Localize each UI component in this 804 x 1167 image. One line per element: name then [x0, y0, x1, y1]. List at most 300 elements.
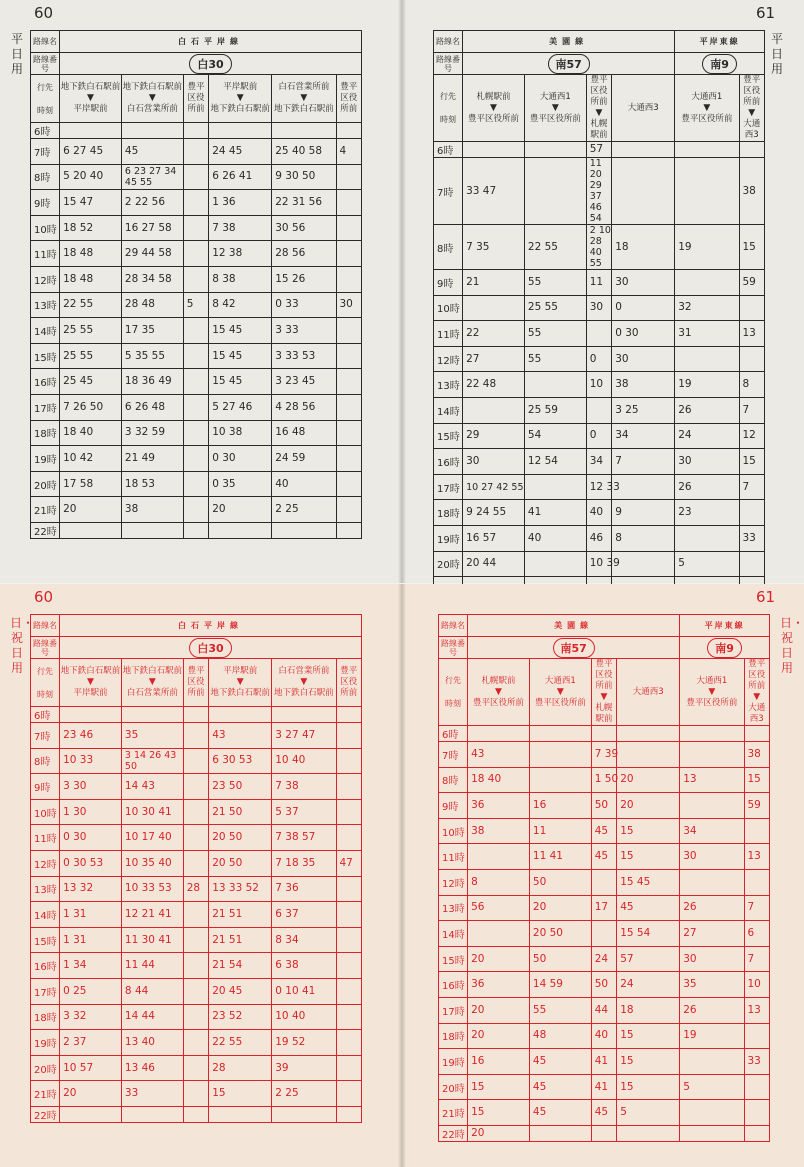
departure-times: 41 — [591, 1049, 616, 1075]
direction-header — [60, 659, 122, 707]
departure-times — [183, 497, 208, 523]
departure-times: 10 39 — [586, 551, 611, 577]
direction-from: 大通西1 — [539, 91, 571, 102]
hour-cell: 7時 — [31, 723, 60, 749]
direction-from: 白石営業所前 — [278, 82, 330, 92]
departure-times: 18 40 — [468, 767, 530, 793]
departure-times: 7 18 35 — [272, 850, 336, 876]
hour-cell: 14時 — [439, 921, 468, 947]
departure-times: 33 — [121, 1081, 183, 1107]
departure-times — [675, 270, 739, 296]
hour-row — [434, 500, 765, 526]
direction-header — [524, 75, 586, 142]
departure-times — [675, 158, 739, 225]
departure-times: 50 — [591, 793, 616, 819]
hour-cell: 8時 — [439, 767, 468, 793]
hour-row — [439, 1074, 770, 1100]
departure-times — [183, 902, 208, 928]
arrow-down-icon: ▼ — [490, 102, 497, 113]
departure-times — [60, 522, 122, 538]
departure-times: 30 — [675, 449, 739, 475]
departure-times: 17 35 — [121, 318, 183, 344]
hour-cell: 9時 — [31, 774, 60, 800]
departure-times — [744, 818, 770, 844]
departure-times: 2 22 56 — [121, 190, 183, 216]
departure-times: 11 — [586, 270, 611, 296]
page-number: 60 — [34, 4, 54, 22]
departure-times: 33 — [744, 1049, 770, 1075]
departure-times — [617, 742, 680, 768]
departure-times: 45 — [529, 1074, 591, 1100]
departure-times: 34 — [680, 818, 744, 844]
departure-times: 15 — [468, 1100, 530, 1126]
departure-times — [617, 726, 680, 742]
hour-row — [439, 946, 770, 972]
hour-row — [439, 1049, 770, 1075]
departure-times: 13 — [744, 997, 770, 1023]
hour-row — [439, 767, 770, 793]
direction-from: 大通西1 — [691, 91, 723, 102]
departure-times — [336, 123, 362, 139]
hour-cell: 15時 — [31, 927, 60, 953]
direction-to: 豊平区役所前 — [686, 697, 738, 708]
hour-cell: 20時 — [31, 1055, 60, 1081]
hour-row — [31, 471, 362, 497]
departure-times: 50 — [529, 946, 591, 972]
hour-cell: 7時 — [439, 742, 468, 768]
departure-times: 7 — [744, 895, 770, 921]
direction-header — [121, 75, 183, 123]
hour-row — [439, 869, 770, 895]
departure-times — [183, 164, 208, 190]
departure-times: 30 — [680, 844, 744, 870]
departure-times — [183, 123, 208, 139]
direction-header — [272, 659, 336, 707]
departure-times: 3 30 — [60, 774, 122, 800]
hour-row — [31, 1004, 362, 1030]
destination-label — [31, 75, 60, 123]
hour-cell: 13時 — [31, 292, 60, 318]
departure-times: 44 — [591, 997, 616, 1023]
hour-row — [31, 190, 362, 216]
departure-times — [336, 1004, 362, 1030]
departure-times: 15 45 — [209, 318, 272, 344]
hour-row — [31, 707, 362, 723]
departure-times: 34 — [586, 449, 611, 475]
hour-cell: 20時 — [434, 551, 463, 577]
departure-times — [336, 1081, 362, 1107]
hour-row — [31, 123, 362, 139]
route-name-label: 路線名 — [434, 31, 463, 53]
hour-row — [31, 1030, 362, 1056]
departure-times — [183, 723, 208, 749]
arrow-down-icon: ▼ — [300, 677, 308, 687]
direction-to: 地下鉄白石駅前 — [210, 104, 270, 114]
departure-times — [612, 474, 675, 500]
hour-row — [31, 876, 362, 902]
departure-times: 30 — [336, 292, 362, 318]
departure-times: 18 48 — [60, 266, 122, 292]
departure-times — [468, 921, 530, 947]
route-name-label: 路線名 — [31, 615, 60, 637]
direction-to: 地下鉄白石駅前 — [274, 104, 334, 114]
departure-times — [60, 1106, 122, 1122]
departure-times: 13 32 — [60, 876, 122, 902]
direction-to: 札幌駅前 — [590, 119, 608, 140]
departure-times: 16 — [529, 793, 591, 819]
departure-times: 7 26 50 — [60, 394, 122, 420]
departure-times — [183, 266, 208, 292]
departure-times: 9 — [612, 500, 675, 526]
departure-times: 40 — [586, 500, 611, 526]
departure-times — [183, 522, 208, 538]
hour-row — [31, 774, 362, 800]
departure-times: 45 — [591, 1100, 616, 1126]
departure-times: 14 43 — [121, 774, 183, 800]
departure-times: 21 54 — [209, 953, 272, 979]
departure-times: 10 — [744, 972, 770, 998]
hour-cell: 19時 — [439, 1049, 468, 1075]
departure-times: 21 50 — [209, 799, 272, 825]
hour-cell: 15時 — [439, 946, 468, 972]
departure-times: 7 38 57 — [272, 825, 336, 851]
departure-times — [586, 397, 611, 423]
departure-times: 3 32 — [60, 1004, 122, 1030]
hour-cell: 18時 — [434, 500, 463, 526]
route-number: 白30 — [189, 638, 231, 658]
departure-times — [524, 142, 586, 158]
departure-times — [529, 1125, 591, 1141]
departure-times — [336, 343, 362, 369]
arrow-down-icon: ▼ — [703, 102, 711, 113]
departure-times: 25 40 58 — [272, 139, 336, 165]
hour-row — [31, 164, 362, 190]
departure-times — [744, 726, 770, 742]
arrow-down-icon: ▼ — [753, 692, 761, 702]
timetable-shiroishi-hiragishi — [30, 614, 362, 1123]
arrow-down-icon: ▼ — [148, 677, 156, 687]
departure-times: 45 — [591, 818, 616, 844]
hour-cell: 13時 — [439, 895, 468, 921]
direction-header — [463, 75, 525, 142]
direction-header — [468, 659, 530, 726]
hour-cell: 10時 — [31, 799, 60, 825]
direction-to: 豊平区役所前 — [473, 697, 525, 708]
hour-row — [31, 318, 362, 344]
direction-from: 平岸駅前 — [223, 666, 258, 676]
hour-row — [31, 723, 362, 749]
departure-times: 15 26 — [272, 266, 336, 292]
departure-times — [744, 869, 770, 895]
departure-times: 20 — [468, 946, 530, 972]
departure-times: 29 44 58 — [121, 241, 183, 267]
departure-times: 10 27 42 55 — [463, 474, 525, 500]
direction-from: 大通西1 — [696, 675, 728, 686]
departure-times: 11 44 — [121, 953, 183, 979]
departure-times: 35 — [680, 972, 744, 998]
departure-times: 25 55 — [524, 295, 586, 321]
departure-times: 28 48 — [121, 292, 183, 318]
departure-times — [586, 321, 611, 347]
departure-times: 28 34 58 — [121, 266, 183, 292]
departure-times — [524, 551, 586, 577]
departure-times: 3 27 47 — [272, 723, 336, 749]
departure-times — [336, 927, 362, 953]
departure-times: 9 30 50 — [272, 164, 336, 190]
departure-times: 21 — [463, 270, 525, 296]
departure-times: 20 — [468, 997, 530, 1023]
departure-times: 30 — [612, 346, 675, 372]
departure-times — [183, 953, 208, 979]
hour-row — [434, 225, 765, 270]
hour-cell: 16時 — [434, 449, 463, 475]
departure-times — [336, 369, 362, 395]
hour-row — [439, 895, 770, 921]
departure-times: 55 — [529, 997, 591, 1023]
departure-times — [680, 793, 744, 819]
hour-cell: 21時 — [439, 1100, 468, 1126]
direction-to: 豊平区役所前 — [187, 666, 205, 698]
route-number: 南57 — [553, 638, 595, 658]
departure-times: 57 — [617, 946, 680, 972]
departure-times: 8 — [739, 372, 765, 398]
departure-times: 15 54 — [617, 921, 680, 947]
departure-times: 20 44 — [463, 551, 525, 577]
departure-times — [183, 707, 208, 723]
departure-times — [183, 1004, 208, 1030]
departure-times: 36 — [468, 972, 530, 998]
departure-times — [591, 921, 616, 947]
departure-times: 14 59 — [529, 972, 591, 998]
departure-times: 22 55 — [524, 225, 586, 270]
departure-times: 15 — [739, 225, 765, 270]
hour-row — [31, 825, 362, 851]
departure-times — [183, 139, 208, 165]
departure-times: 20 — [468, 1125, 530, 1141]
departure-times: 20 50 — [209, 850, 272, 876]
departure-times — [591, 1125, 616, 1141]
departure-times: 25 55 — [60, 318, 122, 344]
departure-times: 18 40 — [60, 420, 122, 446]
departure-times — [272, 1106, 336, 1122]
departure-times: 21 49 — [121, 446, 183, 472]
departure-times: 1 50 — [591, 767, 616, 793]
departure-times: 22 31 56 — [272, 190, 336, 216]
hour-cell: 16時 — [439, 972, 468, 998]
departure-times: 19 52 — [272, 1030, 336, 1056]
destination-label-text: 行先 — [37, 82, 54, 92]
hour-row — [31, 748, 362, 774]
hour-row — [31, 799, 362, 825]
hour-cell: 14時 — [434, 397, 463, 423]
departure-times: 16 57 — [463, 525, 525, 551]
departure-times: 0 33 — [272, 292, 336, 318]
hour-row — [31, 215, 362, 241]
departure-times: 0 30 — [209, 446, 272, 472]
hour-cell: 11時 — [439, 844, 468, 870]
hour-cell: 11時 — [31, 825, 60, 851]
departure-times: 41 — [524, 500, 586, 526]
direction-header — [529, 659, 591, 726]
departure-times: 0 — [586, 423, 611, 449]
arrow-down-icon: ▼ — [236, 93, 244, 103]
departure-times: 26 — [680, 997, 744, 1023]
hour-row — [31, 1055, 362, 1081]
departure-times — [463, 397, 525, 423]
departure-times — [591, 726, 616, 742]
hour-row — [434, 321, 765, 347]
hour-row — [439, 793, 770, 819]
departure-times — [209, 123, 272, 139]
hour-cell: 12時 — [434, 346, 463, 372]
hour-cell: 15時 — [434, 423, 463, 449]
holiday-spread — [0, 584, 804, 1167]
departure-times — [468, 844, 530, 870]
departure-times — [336, 318, 362, 344]
departure-times — [744, 1125, 770, 1141]
hour-row — [31, 241, 362, 267]
departure-times — [336, 799, 362, 825]
direction-to: 地下鉄白石駅前 — [210, 688, 270, 698]
departure-times: 13 33 52 — [209, 876, 272, 902]
hour-cell: 12時 — [31, 266, 60, 292]
departure-times: 45 — [591, 844, 616, 870]
departure-times — [272, 522, 336, 538]
departure-times: 6 23 27 34 45 55 — [121, 164, 183, 190]
departure-times — [60, 123, 122, 139]
direction-header — [675, 75, 739, 142]
hour-row — [31, 420, 362, 446]
arrow-down-icon: ▼ — [300, 93, 308, 103]
departure-times: 20 45 — [209, 978, 272, 1004]
departure-times: 29 — [463, 423, 525, 449]
departure-times — [272, 707, 336, 723]
arrow-down-icon: ▼ — [495, 686, 502, 697]
departure-times: 55 — [524, 270, 586, 296]
departure-times: 15 — [468, 1074, 530, 1100]
direction-to: 平岸駅前 — [73, 104, 108, 114]
hour-row — [434, 525, 765, 551]
departure-times: 8 44 — [121, 978, 183, 1004]
departure-times: 40 — [272, 471, 336, 497]
direction-header — [612, 75, 675, 142]
departure-times — [524, 474, 586, 500]
direction-header — [586, 75, 611, 142]
hour-cell: 21時 — [31, 497, 60, 523]
hour-row — [31, 1106, 362, 1122]
departure-times: 18 36 49 — [121, 369, 183, 395]
departure-times — [183, 799, 208, 825]
hour-cell: 12時 — [31, 850, 60, 876]
departure-times: 1 30 — [60, 799, 122, 825]
departure-times: 47 — [336, 850, 362, 876]
hour-row — [439, 1100, 770, 1126]
departure-times: 20 — [209, 497, 272, 523]
arrow-down-icon: ▼ — [551, 102, 559, 113]
route-number-badge — [60, 637, 362, 659]
hour-cell: 19時 — [434, 525, 463, 551]
direction-to: 地下鉄白石駅前 — [274, 688, 334, 698]
departure-times: 15 — [739, 449, 765, 475]
departure-times: 22 55 — [60, 292, 122, 318]
departure-times — [272, 123, 336, 139]
departure-times — [183, 1030, 208, 1056]
departure-times — [121, 707, 183, 723]
route-number-badge — [675, 53, 765, 75]
departure-times — [336, 707, 362, 723]
departure-times: 2 25 — [272, 497, 336, 523]
departure-times: 6 26 41 — [209, 164, 272, 190]
destination-label-text: 行先 — [445, 676, 462, 685]
direction-header — [617, 659, 680, 726]
departure-times: 38 — [121, 497, 183, 523]
departure-times — [612, 551, 675, 577]
departure-times: 21 51 — [209, 902, 272, 928]
hour-row — [31, 369, 362, 395]
hour-cell: 10時 — [439, 818, 468, 844]
arrow-down-icon: ▼ — [748, 108, 756, 118]
destination-label-text: 行先 — [37, 666, 54, 676]
departure-times — [183, 190, 208, 216]
departure-times — [529, 742, 591, 768]
departure-times: 19 — [675, 372, 739, 398]
departure-times — [463, 142, 525, 158]
departure-times: 11 30 41 — [121, 927, 183, 953]
departure-times: 20 — [60, 1081, 122, 1107]
departure-times — [183, 850, 208, 876]
hour-cell: 17時 — [439, 997, 468, 1023]
direction-from: 札幌駅前 — [476, 91, 511, 102]
departure-times: 12 — [739, 423, 765, 449]
hour-row — [31, 394, 362, 420]
departure-times: 22 — [463, 321, 525, 347]
departure-times: 20 — [617, 793, 680, 819]
hour-row — [31, 497, 362, 523]
direction-header — [336, 75, 362, 123]
departure-times: 28 — [183, 876, 208, 902]
departure-times: 26 — [680, 895, 744, 921]
departure-times: 57 — [586, 142, 611, 158]
hour-row — [434, 372, 765, 398]
departure-times: 36 — [468, 793, 530, 819]
departure-times: 4 28 56 — [272, 394, 336, 420]
hour-row — [439, 997, 770, 1023]
departure-times: 6 38 — [272, 953, 336, 979]
departure-times — [336, 953, 362, 979]
departure-times: 6 26 48 — [121, 394, 183, 420]
arrow-down-icon: ▼ — [87, 677, 94, 687]
departure-times — [183, 774, 208, 800]
hour-cell: 19時 — [31, 1030, 60, 1056]
direction-from: 地下鉄白石駅前 — [60, 666, 121, 676]
direction-header — [739, 75, 765, 142]
departure-times: 10 17 40 — [121, 825, 183, 851]
direction-to: 大通西3 — [743, 119, 761, 140]
departure-times: 46 — [586, 525, 611, 551]
departure-times: 6 — [744, 921, 770, 947]
hour-row — [31, 522, 362, 538]
departure-times — [612, 158, 675, 225]
departure-times: 7 39 — [591, 742, 616, 768]
direction-from: 豊平区役所前 — [748, 659, 766, 691]
time-label-text: 時刻 — [445, 699, 462, 708]
direction-to: 大通西3 — [632, 686, 664, 697]
departure-times: 3 32 59 — [121, 420, 183, 446]
departure-times: 18 52 — [60, 215, 122, 241]
timetable-misono-hiragishi-higashi — [433, 30, 765, 619]
hour-row — [434, 158, 765, 225]
departure-times: 13 — [744, 844, 770, 870]
